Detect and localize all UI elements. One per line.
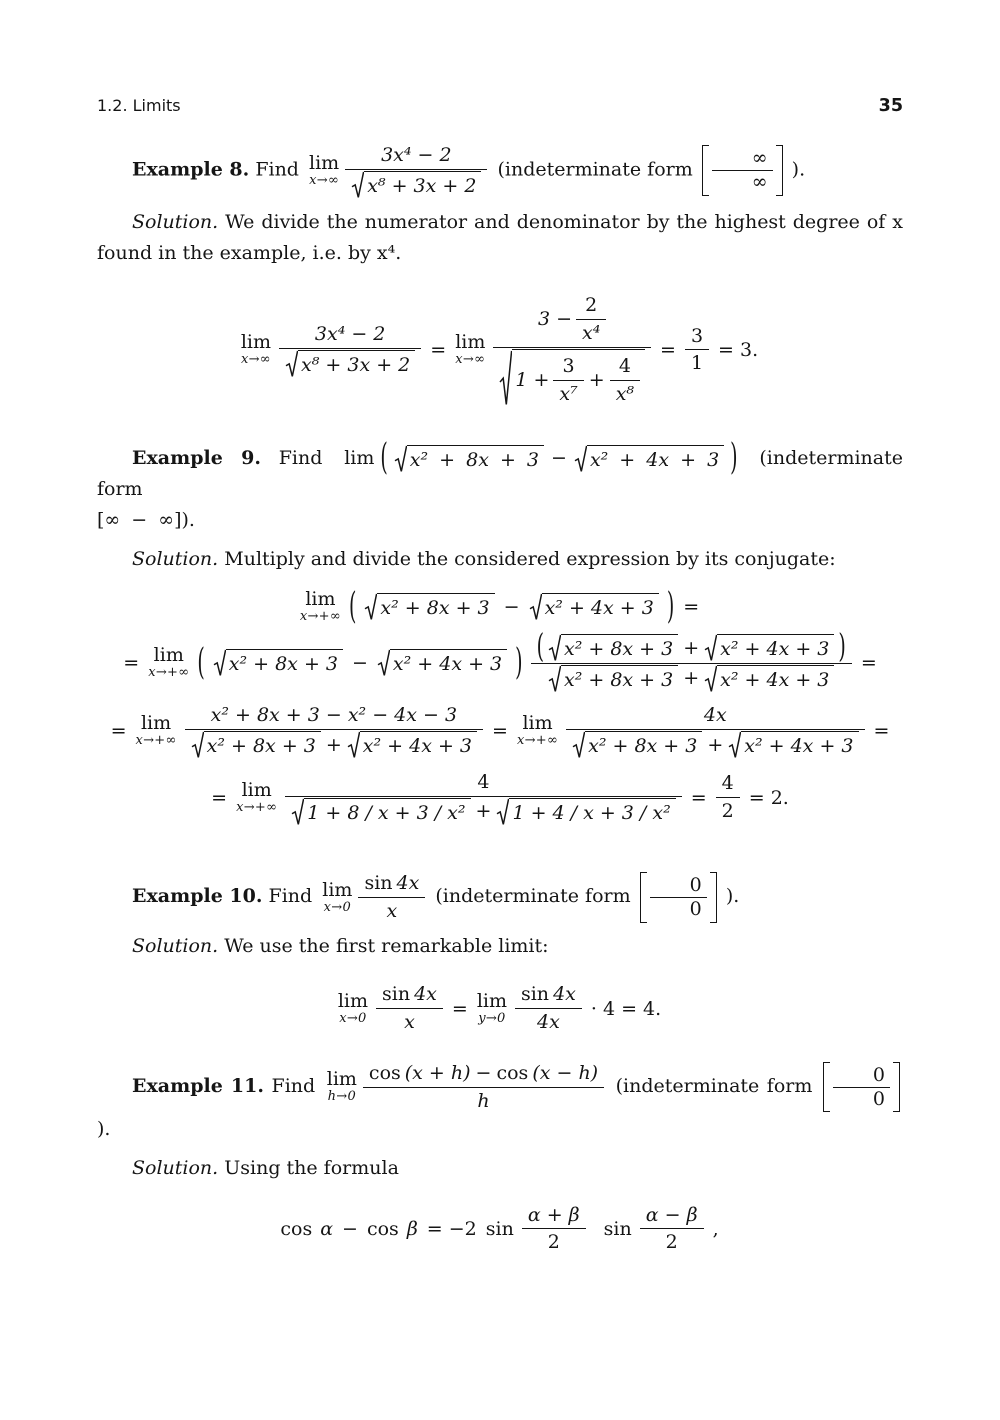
indeterminate-text: (indeterminate form [497, 158, 693, 181]
radicand: x² + 8x + 3 [407, 445, 544, 473]
radical-sign-icon [572, 731, 585, 759]
fraction [185, 702, 483, 759]
numerator: 3 [562, 355, 575, 378]
form-numerator: ∞ [751, 147, 768, 170]
radical-sign-icon [496, 798, 509, 826]
form-numerator: 0 [872, 1063, 886, 1086]
numerator [358, 870, 425, 897]
fraction [566, 702, 864, 759]
sqrt [291, 798, 470, 826]
minus-sign: − [475, 1061, 492, 1084]
equals-sign: = [492, 720, 508, 743]
left-bracket-icon [702, 145, 709, 196]
fraction [493, 291, 651, 409]
radical-sign-icon [574, 445, 587, 473]
radical-sign-icon [529, 593, 542, 621]
form-fraction [650, 874, 707, 921]
radical-sign-icon [548, 665, 561, 693]
fraction [279, 321, 421, 378]
solution-text: We divide the numerator and denominator by the highest degree of x found in the example, i.e. by x⁴. [97, 211, 903, 265]
radical-sign-icon [285, 350, 298, 378]
denominator: 2 [640, 1228, 704, 1256]
sqrt [394, 445, 544, 473]
display-formula-2-line-1 [97, 585, 903, 628]
limit-operator [455, 333, 485, 367]
find-text: Find [278, 446, 323, 469]
sqrt [548, 665, 678, 693]
lim-word: lim [153, 644, 184, 667]
indeterminate-text: (indeterminate form [97, 446, 903, 501]
radical-sign-icon [377, 649, 390, 677]
denominator: 4x [515, 1008, 582, 1036]
radical-sign-icon [291, 798, 304, 826]
form-fraction [833, 1064, 890, 1111]
minus-sign: − [551, 447, 567, 470]
solution-text: Multiply and divide the considered expression by its conjugate: [224, 547, 836, 570]
sqrt [377, 649, 507, 677]
numerator-text: 3 − [537, 307, 573, 330]
equals-coefficient: = −2 [426, 1217, 477, 1240]
denominator: x⁸ [610, 380, 640, 408]
numerator: 4x [703, 704, 727, 727]
page-header [97, 96, 903, 116]
radical-sign-icon [499, 349, 512, 407]
right-paren: ) [838, 628, 846, 666]
left-paren: ( [349, 585, 357, 628]
display-formula-3 [97, 981, 903, 1035]
equals-sign: = [660, 338, 676, 361]
sqrt [704, 665, 834, 693]
right-paren: ) [730, 436, 738, 479]
solution-10 [97, 931, 903, 962]
alpha: α [320, 1217, 334, 1240]
lim-subscript: x→0 [323, 899, 352, 915]
minus-sign: − [503, 596, 520, 619]
beta: β [406, 1217, 418, 1240]
denominator: h [363, 1087, 604, 1115]
denominator: x⁴ [576, 319, 606, 347]
numerator [531, 628, 852, 666]
example-10-formula [322, 870, 425, 924]
radicand: x² + 8x + 3 [585, 731, 702, 759]
sqrt [548, 634, 678, 662]
denominator [345, 169, 487, 200]
inner-fraction [576, 292, 606, 346]
denominator: 2 [522, 1228, 586, 1256]
cos-argument: (x − h) [532, 1061, 599, 1084]
lim-word: lim [476, 989, 507, 1012]
lim-word: lim [322, 878, 353, 901]
example-11-formula [327, 1060, 604, 1114]
result-fraction [716, 770, 740, 824]
numerator: 3x⁴ − 2 [314, 323, 386, 346]
indeterminate-text: (indeterminate form [435, 885, 631, 908]
sin-word: sin [364, 872, 393, 895]
solution-text: Using the formula [224, 1157, 399, 1179]
equals-sign: = [211, 786, 228, 809]
sqrt [285, 350, 415, 378]
solution-label: Solution. [132, 934, 219, 957]
right-bracket-icon [776, 145, 783, 196]
sqrt [347, 731, 477, 759]
radicand: x² + 8x + 3 [561, 665, 678, 693]
lim-word: lim [309, 151, 340, 174]
numerator: α − β [645, 1203, 698, 1226]
example-8-formula [309, 142, 487, 199]
right-bracket-icon [710, 872, 717, 923]
radicand: x² + 4x + 3 [390, 649, 507, 677]
solution-label: Solution. [132, 211, 219, 234]
radical-sign-icon [347, 731, 360, 759]
sin-argument: 4x [553, 983, 576, 1006]
left-paren: ( [197, 641, 205, 684]
fraction [285, 769, 681, 826]
equals-sign: = [110, 720, 127, 743]
radicand: x² + 4x + 3 [741, 731, 858, 759]
limit-operator [300, 590, 341, 624]
numerator: x² + 8x + 3 − x² − 4x − 3 [210, 704, 458, 727]
numerator: 2 [585, 293, 598, 316]
example-10-label: Example 10. [132, 885, 263, 908]
radicand: x² + 4x + 3 [717, 634, 834, 662]
cos-word: cos [368, 1061, 401, 1084]
result-text: = 3. [718, 338, 759, 361]
fraction [640, 1202, 704, 1256]
closing-text: ). [97, 1118, 111, 1141]
radical-sign-icon [728, 731, 741, 759]
radicand-text: 1 + [515, 368, 550, 391]
find-text: Find [268, 885, 313, 908]
solution-label: Solution. [132, 1157, 219, 1179]
radical-sign-icon [704, 634, 717, 662]
radicand [512, 349, 645, 407]
lim-subscript: x→∞ [309, 172, 340, 188]
lim-word: lim [240, 331, 272, 354]
denominator: 1 [685, 349, 709, 377]
result-text: · 4 = 4. [590, 997, 662, 1020]
sin-word: sin [382, 983, 411, 1006]
limit-operator [309, 151, 340, 188]
radicand: x² + 4x + 3 [360, 731, 477, 759]
right-bracket-icon [893, 1062, 900, 1113]
example-8-statement [97, 142, 903, 199]
inner-fraction [610, 353, 640, 407]
lim-subscript: x→+∞ [148, 665, 190, 681]
lim-subscript: x→∞ [455, 351, 486, 367]
limit-operator [322, 878, 353, 915]
solution-text: We use the first remarkable limit: [224, 934, 549, 957]
minus-sign: − [352, 652, 368, 675]
numerator [515, 981, 582, 1008]
radicand: x² + 4x + 3 [587, 445, 724, 473]
sqrt [728, 731, 858, 759]
radical-sign-icon [704, 665, 717, 693]
conjugate-fraction [531, 628, 852, 694]
plus-sign: + [325, 733, 342, 756]
denominator [285, 796, 681, 827]
radicand: 1 + 4 / x + 3 / x² [509, 798, 675, 826]
sqrt [496, 798, 675, 826]
sqrt [213, 649, 343, 677]
radicand: x² + 4x + 3 [717, 665, 834, 693]
cos-word: cos [280, 1217, 313, 1240]
numerator: 3x⁴ − 2 [381, 144, 452, 166]
radicand: x² + 8x + 3 [561, 634, 678, 662]
lim-subscript: x→+∞ [135, 733, 177, 749]
denominator: x [376, 1008, 443, 1036]
numerator: 3 [690, 324, 704, 347]
equals-sign: = [690, 786, 707, 809]
cos-argument: (x + h) [404, 1061, 471, 1084]
sqrt [191, 731, 321, 759]
radical-sign-icon [351, 171, 364, 199]
indeterminate-form-badge [640, 872, 717, 923]
plus-sign: + [683, 636, 700, 659]
fraction [345, 142, 487, 199]
result-text: = 2. [748, 786, 789, 809]
lim-subscript: x→+∞ [299, 609, 341, 625]
indeterminate-text: (indeterminate form [615, 1075, 813, 1098]
fraction [376, 981, 443, 1035]
minus-sign: − [342, 1217, 358, 1240]
sin-argument: 4x [414, 983, 437, 1006]
left-bracket-icon [823, 1062, 830, 1113]
display-formula-2-line-2 [97, 628, 903, 694]
fraction [363, 1060, 604, 1114]
numerator [363, 1060, 604, 1087]
sin-word: sin [520, 983, 550, 1006]
left-paren: ( [380, 436, 388, 479]
lim-word: lim [337, 989, 368, 1012]
limit-operator [327, 1070, 357, 1104]
lim-word: lim [326, 1068, 357, 1091]
form-fraction [712, 147, 773, 194]
denominator [185, 729, 483, 760]
radicand: x² + 8x + 3 [226, 649, 343, 677]
denominator: 2 [716, 797, 740, 825]
lim-subscript: y→0 [478, 1010, 506, 1026]
solution-8 [97, 207, 903, 269]
form-denominator: 0 [650, 897, 707, 921]
numerator [493, 291, 651, 347]
lim-word: lim [241, 778, 272, 801]
indeterminate-form-badge [823, 1062, 900, 1113]
lim-subscript: x→+∞ [236, 799, 278, 815]
numerator: α + β [527, 1203, 580, 1226]
sqrt [499, 349, 645, 407]
numerator [376, 981, 443, 1008]
display-formula-2-line-4 [97, 769, 903, 826]
lim-word: lim [305, 588, 336, 611]
right-paren: ) [515, 641, 523, 684]
example-9-formula [344, 436, 738, 479]
lim-word: lim [140, 712, 172, 735]
form-numerator: 0 [689, 874, 702, 897]
limit-operator [236, 778, 278, 815]
result-fraction [685, 323, 709, 377]
solution-11 [97, 1153, 903, 1184]
lim-subscript: x→0 [339, 1010, 367, 1026]
equals-sign: = [451, 997, 468, 1020]
radical-sign-icon [364, 593, 377, 621]
equals-sign: = [123, 652, 140, 675]
left-paren: ( [536, 628, 544, 666]
example-11-statement [97, 1060, 903, 1145]
closing-text: ). [181, 508, 195, 531]
indeterminate-form-badge [702, 145, 783, 196]
plus-sign: + [683, 667, 700, 690]
example-10-statement [97, 870, 903, 924]
page-number: 35 [878, 96, 903, 116]
fraction [522, 1202, 586, 1256]
inner-fraction [553, 353, 583, 407]
lim-word: lim [455, 331, 486, 354]
denominator: x⁷ [553, 380, 583, 408]
right-paren: ) [666, 585, 675, 628]
limit-operator [148, 646, 189, 680]
lim-subscript: x→+∞ [516, 733, 559, 749]
radicand: 1 + 8 / x + 3 / x² [304, 798, 470, 826]
sqrt [529, 593, 659, 621]
comma: , [712, 1217, 719, 1240]
plus-sign: + [475, 800, 492, 823]
radicand: x⁸ + 3x + 2 [298, 350, 415, 378]
sqrt [351, 171, 481, 199]
lim-subscript: h→0 [327, 1089, 357, 1105]
cos-word: cos [366, 1217, 399, 1240]
plus-sign: + [707, 733, 724, 756]
sin-argument: 4x [396, 872, 420, 895]
equals-sign: = [873, 720, 890, 743]
form-denominator: 0 [833, 1087, 890, 1111]
equals-sign: = [430, 338, 447, 361]
denominator [531, 663, 852, 694]
sin-word: sin [485, 1217, 514, 1240]
radical-sign-icon [213, 649, 226, 677]
solution-9 [97, 544, 903, 575]
limit-operator [517, 714, 558, 748]
display-formula-4 [97, 1202, 903, 1256]
radicand: x² + 8x + 3 [204, 731, 321, 759]
fraction [515, 981, 582, 1035]
closing-text: ). [725, 885, 740, 908]
equals-sign: = [683, 596, 700, 619]
numerator: 4 [477, 770, 490, 793]
fraction [358, 870, 425, 924]
sqrt [704, 634, 834, 662]
radical-sign-icon [394, 445, 407, 473]
plus-sign: + [588, 368, 605, 391]
display-formula-2-line-3 [97, 702, 903, 759]
radicand: x² + 4x + 3 [542, 593, 659, 621]
closing-text: ). [791, 158, 806, 181]
find-text: Find [271, 1075, 316, 1098]
left-bracket-icon [640, 872, 647, 923]
display-formula-1 [97, 291, 903, 409]
example-9-statement [97, 436, 903, 536]
numerator: 4 [618, 355, 631, 378]
sin-word: sin [603, 1217, 632, 1240]
radical-sign-icon [191, 731, 204, 759]
example-9-label: Example 9. [132, 446, 261, 469]
cos-word: cos [496, 1061, 529, 1084]
limit-operator [241, 333, 271, 367]
denominator [279, 348, 421, 379]
solution-label: Solution. [132, 547, 219, 570]
equals-sign: = [860, 652, 877, 675]
example-8-label: Example 8. [132, 158, 250, 181]
radical-sign-icon [548, 634, 561, 662]
find-text: Find [255, 158, 299, 181]
lim-word: lim [522, 712, 553, 735]
numerator: 4 [721, 772, 734, 795]
denominator: x [358, 897, 425, 925]
sqrt [364, 593, 494, 621]
radicand: x⁸ + 3x + 2 [364, 171, 481, 199]
lim-subscript: x→∞ [240, 351, 271, 367]
denominator [566, 729, 864, 760]
indeterminate-form: [∞ − ∞] [97, 508, 182, 531]
radicand: x² + 8x + 3 [377, 593, 494, 621]
limit-operator [337, 989, 368, 1026]
limit-operator [135, 714, 176, 748]
example-11-label: Example 11. [132, 1075, 264, 1098]
denominator [493, 347, 651, 408]
sqrt [574, 445, 724, 473]
form-denominator: ∞ [712, 170, 773, 194]
sqrt [572, 731, 702, 759]
section-title: 1.2. Limits [97, 96, 181, 115]
limit-operator [476, 989, 507, 1026]
lim-word: lim [344, 447, 375, 470]
